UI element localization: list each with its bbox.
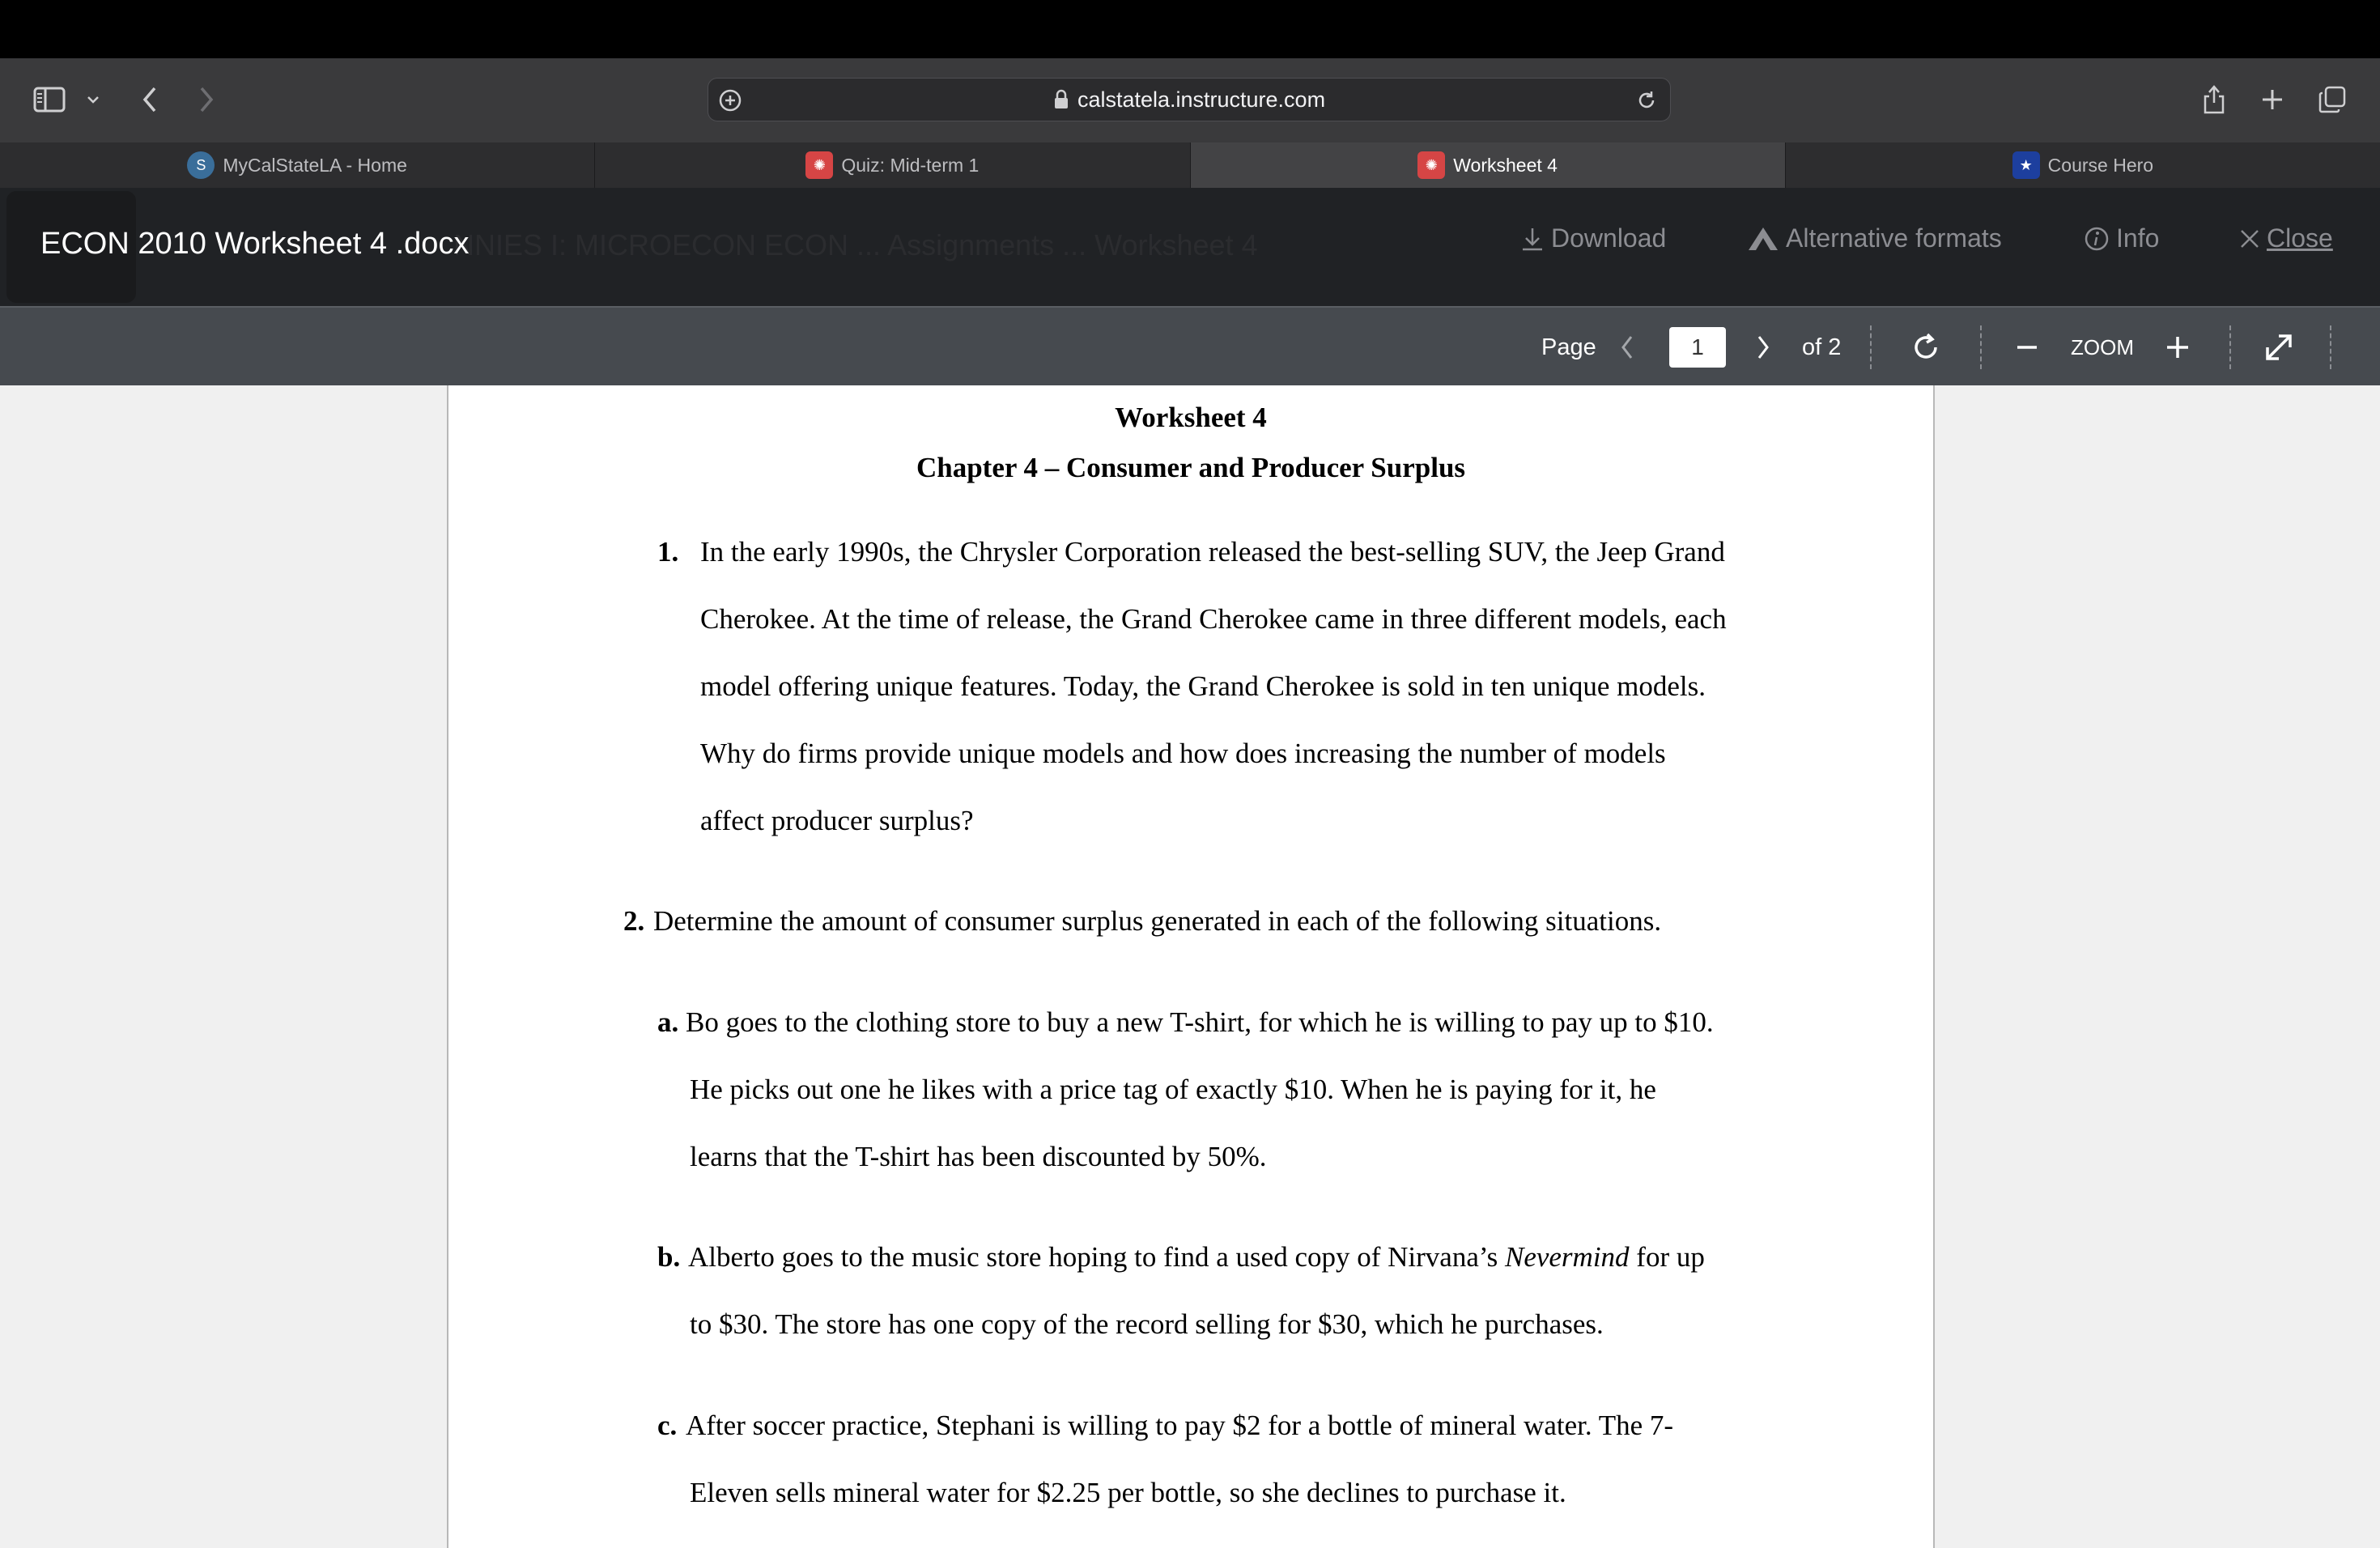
tab-label: Quiz: Mid-term 1 <box>841 154 980 176</box>
tab-label: MyCalStateLA - Home <box>223 154 407 176</box>
sidebar-toggle-icon[interactable] <box>29 79 70 120</box>
rotate-icon <box>1910 331 1942 364</box>
question-text-line: learns that the T-shirt has been discounted by 50%. <box>690 1141 1267 1172</box>
info-label: Info <box>2116 223 2160 253</box>
tab-coursehero[interactable] <box>1786 142 2380 188</box>
tab-label: Worksheet 4 <box>1453 154 1558 176</box>
question-text-line: Why do firms provide unique models and how does increasing the number of models <box>700 738 1666 769</box>
rotate-button[interactable] <box>1906 327 1946 368</box>
worksheet-subtitle: Chapter 4 – Consumer and Producer Surplus <box>916 452 1466 483</box>
url-label: calstatela.instructure.com <box>1077 87 1326 112</box>
tab-quiz[interactable] <box>595 142 1190 188</box>
share-icon[interactable] <box>2194 78 2234 121</box>
top-black-bar <box>0 0 2380 58</box>
url-text <box>708 79 1670 121</box>
zoom-label: ZOOM <box>2071 334 2134 359</box>
text-run: for up <box>1629 1241 1705 1273</box>
document-viewer-toolbar <box>0 306 2380 385</box>
browser-toolbar <box>0 58 2380 142</box>
question-text-line: affect producer surplus? <box>700 805 974 836</box>
info-icon <box>2084 226 2110 252</box>
toolbar-divider <box>2330 325 2331 369</box>
chevron-right-icon <box>1756 334 1770 360</box>
download-label: Download <box>1551 223 1667 253</box>
info-button[interactable] <box>2084 223 2159 253</box>
tab-label: Course Hero <box>2047 154 2154 176</box>
calstatela-icon: S <box>187 151 215 179</box>
document-page <box>447 385 1935 1548</box>
previous-page-button[interactable] <box>1611 327 1643 368</box>
subquestion-label: a. <box>657 1006 679 1038</box>
subquestion-label: c. <box>657 1410 678 1441</box>
fullscreen-button[interactable] <box>2259 327 2299 368</box>
zoom-in-button[interactable] <box>2161 327 2194 368</box>
plus-icon <box>2165 335 2190 359</box>
minus-icon <box>2016 345 2038 350</box>
question-text-line: to $30. The store has one copy of the record selling for $30, which he purchases. <box>690 1308 1604 1340</box>
tab-worksheet[interactable] <box>1191 142 1786 188</box>
document-header <box>0 188 2380 306</box>
background-breadcrumb: NNIES I: MICROECON ECON ... Assignments ... Worksheet 4 <box>453 228 1258 262</box>
new-tab-icon[interactable] <box>2252 79 2293 120</box>
coursehero-icon: ★ <box>2012 151 2040 179</box>
album-title: Nevermind <box>1504 1241 1630 1273</box>
toolbar-divider <box>1870 325 1872 369</box>
address-bar[interactable] <box>708 78 1671 121</box>
question-text-line: model offering unique features. Today, the Grand Cherokee is sold in ten unique models. <box>700 670 1706 702</box>
canvas-icon: ✺ <box>1417 151 1445 179</box>
question-text-line: Determine the amount of consumer surplus generated in each of the following situations. <box>653 905 1662 937</box>
worksheet-title: Worksheet 4 <box>1115 402 1267 433</box>
download-button[interactable] <box>1520 223 1666 253</box>
question-text-line: In the early 1990s, the Chrysler Corporation released the best-selling SUV, the Jeep Grand <box>700 536 1725 568</box>
tab-mycalstatela[interactable] <box>0 142 595 188</box>
page-number-input[interactable] <box>1669 327 1726 368</box>
back-icon[interactable] <box>130 79 170 120</box>
expand-icon <box>2263 331 2295 364</box>
toolbar-divider <box>2229 325 2231 369</box>
question-text-line: He picks out one he likes with a price tag of exactly $10. When he is paying for it, he <box>690 1074 1656 1105</box>
question-number: 2. <box>623 905 645 937</box>
alternative-formats-icon <box>1747 226 1779 252</box>
lock-icon <box>1053 89 1069 110</box>
question-text-line: Eleven sells mineral water for $2.25 per bottle, so she declines to purchase it. <box>690 1477 1566 1508</box>
subquestion-label: b. <box>657 1241 681 1273</box>
question-number: 1. <box>657 536 679 568</box>
chevron-left-icon <box>1620 334 1634 360</box>
question-text-line: Bo goes to the clothing store to buy a new T-shirt, for which he is willing to pay up to $10. <box>686 1006 1714 1038</box>
reload-icon[interactable] <box>1631 85 1662 116</box>
close-icon <box>2239 228 2260 249</box>
text-run: Alberto goes to the music store hoping to find a used copy of Nirvana’s <box>688 1241 1505 1273</box>
question-text-line: Cherokee. At the time of release, the Grand Cherokee came in three different models, each <box>700 603 1727 635</box>
forward-icon[interactable] <box>186 79 227 120</box>
tab-overview-icon[interactable] <box>2312 79 2352 120</box>
download-icon <box>1520 226 1545 252</box>
close-label: Close <box>2267 223 2333 253</box>
canvas-icon: ✺ <box>805 151 833 179</box>
alternative-formats-button[interactable] <box>1747 223 2002 253</box>
alternative-formats-label: Alternative formats <box>1786 223 2002 253</box>
tab-bar <box>0 142 2380 188</box>
next-page-button[interactable] <box>1747 327 1779 368</box>
toolbar-divider <box>1980 325 1982 369</box>
page-label: Page <box>1541 334 1596 360</box>
chevron-down-icon[interactable] <box>81 87 105 112</box>
document-title: ECON 2010 Worksheet 4 .docx <box>40 227 470 261</box>
question-text-line: After soccer practice, Stephani is willing to pay $2 for a bottle of mineral water. The 7- <box>686 1410 1674 1441</box>
document-viewer[interactable] <box>0 385 2380 1548</box>
question-text-line <box>688 1241 1705 1274</box>
close-button[interactable] <box>2239 223 2333 253</box>
page-total: of 2 <box>1802 334 1842 360</box>
zoom-out-button[interactable] <box>2011 327 2043 368</box>
